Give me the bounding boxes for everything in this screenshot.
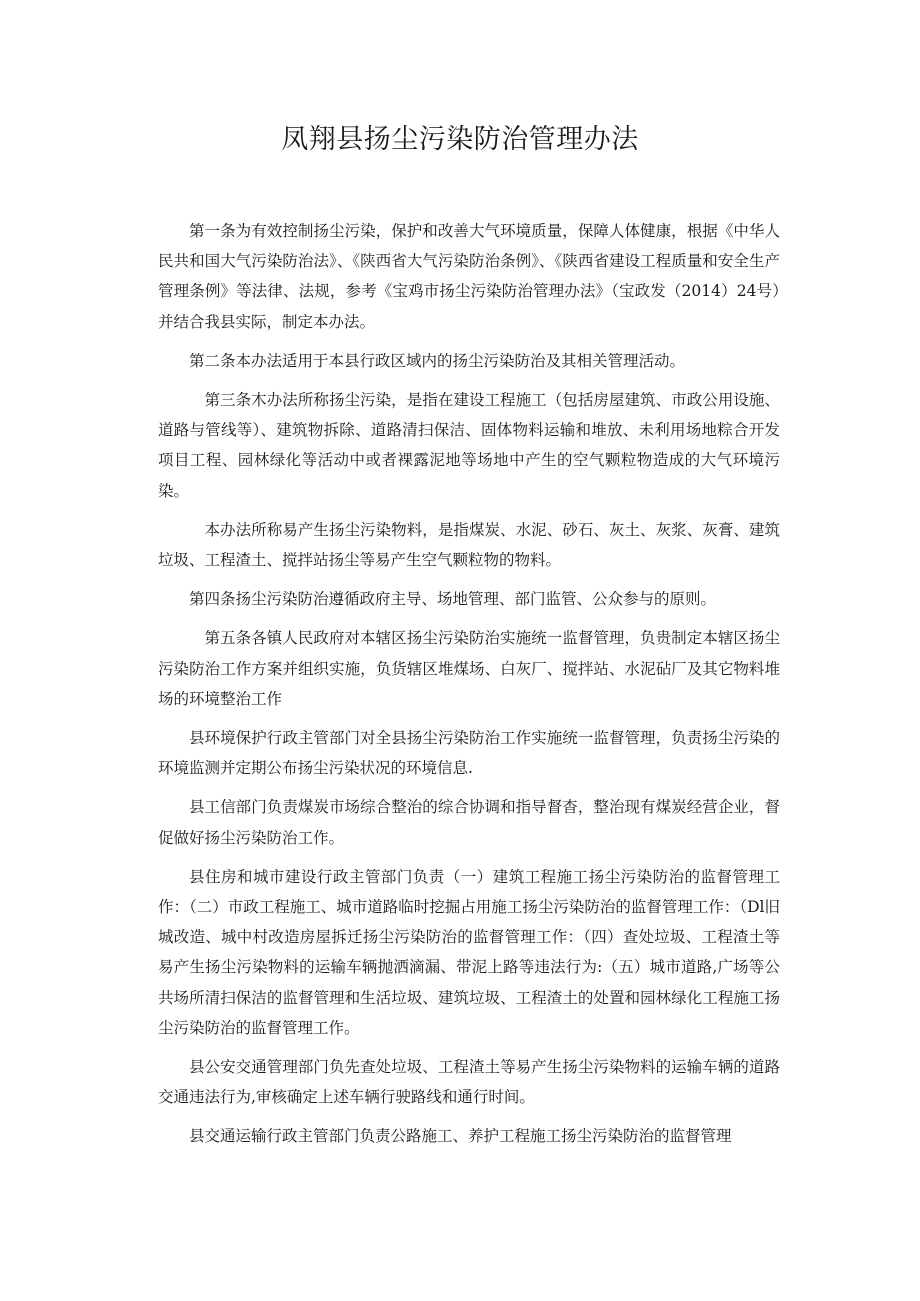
article-1-paragraph: 第一条为有效控制扬尘污染，保护和改善大气环境质量，保障人体健康，根据《中华人民共和国大气污染防治法》、《陕西省大气污染防治条例》、《陕西省建设工程质量和安全生产管理条例》等法律、法规，参考《宝鸡市扬尘污染防治管理办法》（宝政发（2014）24号）并结合我县实际，制定本办法。	[158, 222, 780, 331]
traffic-police-paragraph: 县公安交通管理部门负先查处垃圾、工程渣土等易产生扬尘污染物料的运输车辆的道路交通违法行为,审核确定上述车辆行驶路线和通行时间。	[158, 1058, 780, 1107]
environmental-protection-paragraph: 县环境保护行政主管部门对全县扬尘污染防治工作实施统一监督管理，负责扬尘污染的环境监测并定期公布扬尘污染状况的环境信息.	[158, 729, 780, 778]
housing-construction-paragraph: 县住房和城市建设行政主管部门负责（一）建筑工程施工扬尘污染防治的监督管理工作：（二）市政工程施工、城市道路临时挖掘占用施工扬尘污染防治的监督管理工作：（Dl旧城改造、城中村改造房屋拆迁扬尘污染防治的监督管理工作：（四）查处垃圾、工程渣土等易产生扬尘污染物料的运输车辆抛洒滴漏、带泥上路等违法行为:（五）城市道路,广场等公共场所清扫保洁的监督管理和生活垃圾、建筑垃圾、工程渣土的处置和园林绿化工程施工扬尘污染防治的监督管理工作。	[158, 867, 780, 1037]
dust-materials-paragraph: 本办法所称易产生扬尘污染物料，是指煤炭、水泥、砂石、灰土、灰浆、灰膏、建筑垃圾、工程渣土、搅拌站扬尘等易产生空气颗粒物的物料。	[158, 520, 780, 570]
transport-department-paragraph: 县交通运输行政主管部门负责公路施工、养护工程施工扬尘污染防治的监督管理	[189, 1127, 732, 1146]
article-3-paragraph: 第三条木办法所称扬尘污染，是指在建设工程施工（包括房屋建筑、市政公用设施、道路与管线等）、建筑物拆除、道路清扫保洁、固体物料运输和堆放、未利用场地粽合开发项目工程、园林绿化等活动中或者裸露泥地等场地中产生的空气颗粒物造成的大气环境污染。	[158, 391, 780, 500]
document-body	[158, 216, 780, 1161]
article-5-paragraph: 第五条各镇人民政府对本辖区扬尘污染防治实施统一监督管理，负贵制定本辖区扬尘污染防治工作方案并组织实施，负货辖区堆煤场、白灰厂、搅拌站、水泥砧厂及其它物料堆场的环境整治工作	[158, 629, 780, 708]
document-title: 凤翔县扬尘污染防治管理办法	[281, 124, 639, 155]
article-4-paragraph: 第四条扬尘污染防治遵循政府主导、场地管理、部门监管、公众参与的原则。	[189, 590, 717, 609]
industry-information-paragraph: 县工信部门负责煤炭市场综合整治的综合协调和指导督杳，整治现有煤炭经营企业，督促做好扬尘污染防治工作。	[158, 798, 780, 847]
article-2-paragraph: 第二条本办法适用于本县行政区域内的扬尘污染防治及其相关管理活动。	[189, 351, 686, 370]
